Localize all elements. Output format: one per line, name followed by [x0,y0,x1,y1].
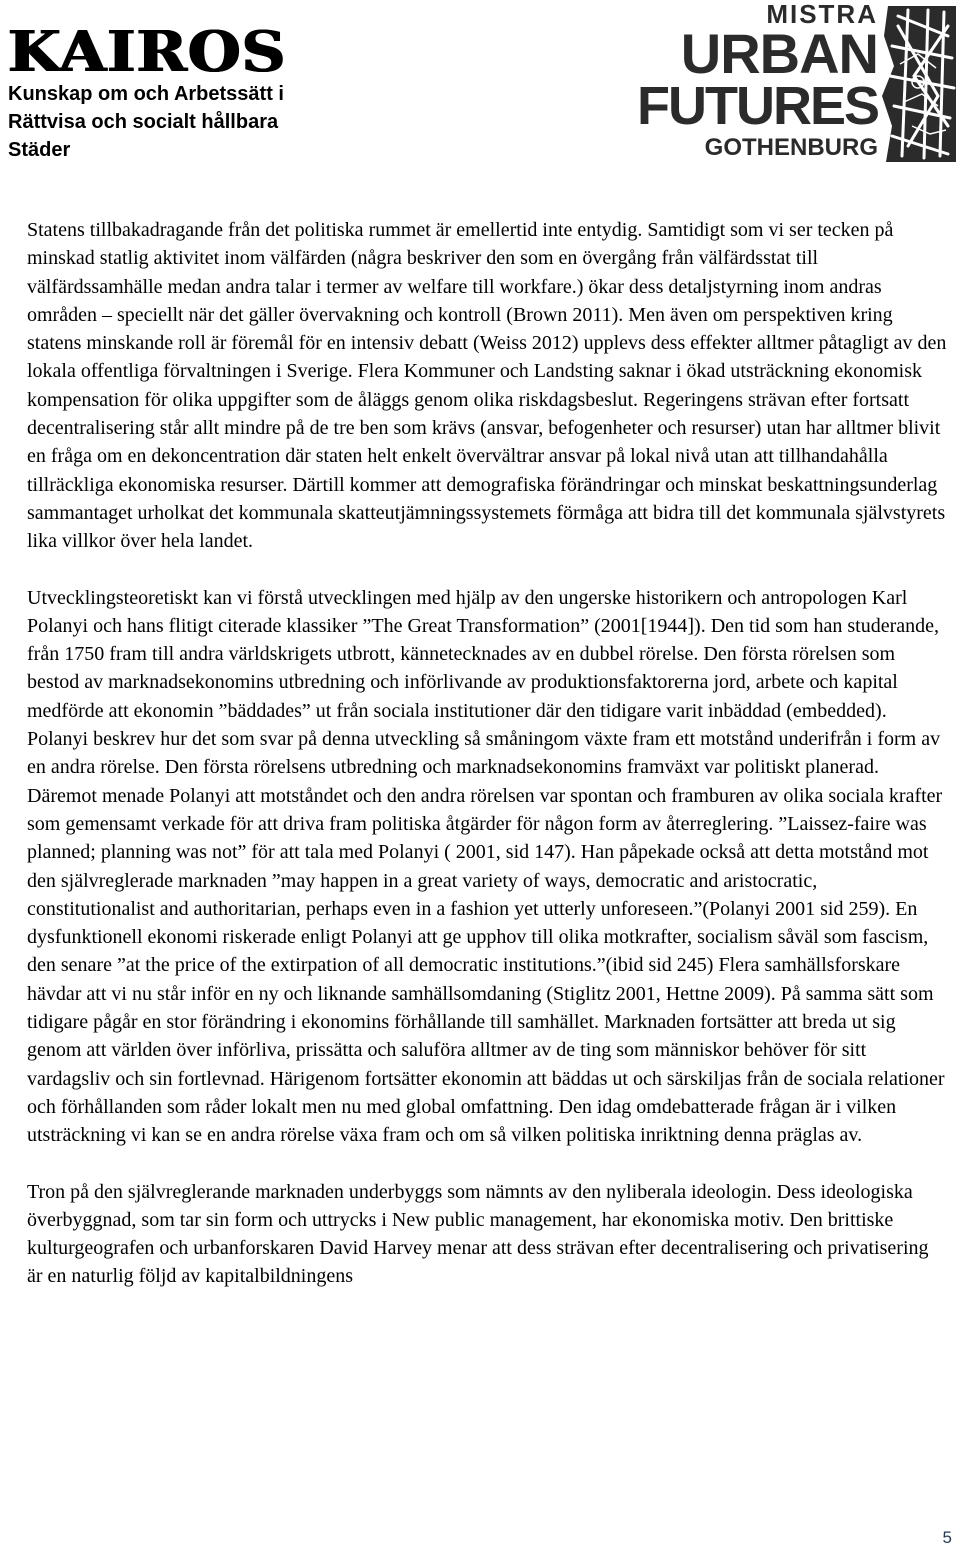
paragraph-2: Utvecklingsteoretiskt kan vi förstå utvecklingen med hjälp av den ungerske historikern och antropologen Karl Polanyi och hans flitigt citerade klassiker ”The Great Transformation” (2001[1944]). Den tid som han studerande, från 1750 fram till andra världskrigets utbrott, kännetecknades av en dubbel rörelse. Den första rörelsen som bestod av marknadsekonomins utbredning och införlivande av produktionsfaktorerna jord, arbete och kapital medförde att ekonomin ”bäddades” ut från sociala institutioner där den tidigare varit inbäddad (embedded). Polanyi beskrev hur det som svar på denna utveckling så småningom växte fram ett motstånd underifrån i form av en andra rörelse. Den första rörelsens utbredning och marknadsekonomins framväxt var politiskt planerad. Däremot menade Polanyi att motståndet och den andra rörelsen var spontan och framburen av olika sociala krafter som gemensamt verkade för att driva fram politiska åtgärder för någon form av återreglering. ”Laissez-faire was planned; planning was not” för att tala med Polanyi ( 2001, sid 147). Han påpekade också att detta motstånd mot den självreglerade marknaden ”may happen in a great variety of ways, democratic and aristocratic, constitutionalist and authoritarian, perhaps even in a fashion yet utterly unforeseen.”(Polanyi 2001 sid 259). En dysfunktionell ekonomi riskerade enligt Polanyi att ge upphov till olika motkrafter, socialism såväl som fascism, den senare ”at the price of the extirpation of all democratic institutions.”(ibid sid 245) Flera samhällsforskare hävdar att vi nu står inför en ny och liknande samhällsomdaning (Stiglitz 2001, Hettne 2009). På samma sätt som tidigare pågår en stor förändring i ekonomins förhållande till samhället. Marknaden fortsätter att breda ut sig genom att världen över införliva, prissätta och saluföra alltmer av de ting som människor behöver för sitt vardagsliv och sin fortlevnad. Härigenom fortsätter ekonomin att bäddas ut och särskiljas från de sociala relationer och förhållanden som råder lokalt men nu med global omfattning. Den idag omdebatterade frågan är i vilken utsträckning vi kan se en andra rörelse växa fram och om så vilken politiska inriktning denna präglas av. [27,586,945,1147]
mistra-logo-line-2: URBAN [680,22,878,85]
mistra-urban-futures-logo [628,0,958,168]
kairos-tagline-line-3: Städer [8,139,71,161]
kairos-logo: KAIROS [8,19,287,85]
mistra-logo-line-1: MISTRA [766,0,878,29]
kairos-tagline-line-2: Rättvisa och socialt hållbara [8,111,279,133]
document-body [27,216,947,1319]
city-map-emblem-icon [878,6,956,162]
kairos-tagline [8,80,368,164]
paragraph-1: Statens tillbakadragande från det politiska rummet är emellertid inte entydig. Samtidigt som vi ser tecken på minskad statlig aktivitet inom välfärden (några beskriver den som en övergång från välfärdsstat till välfärdssamhälle medan andra talar i termer av welfare till workfare.) ökar dess detaljstyrning inom andras områden – speciellt när det gäller övervakning och kontroll (Brown 2011). Men även om perspektiven kring statens minskande roll är föremål för en intensiv debatt (Weiss 2012) upplevs dess effekter alltmer påtagligt av den lokala offentliga förvaltningen i Sverige. Flera Kommuner och Landsting saknar i ökad utsträckning ekonomisk kompensation för olika uppgifter som de åläggs genom olika riskdagsbeslut. Regeringens strävan efter fortsatt decentralisering står allt mindre på de tre ben som krävs (ansvar, befogenheter och resurser) utan har alltmer blivit en fråga om en dekoncentration där staten helt enkelt övervältrar ansvar på lokal nivå utan att tillhandahålla tillräckliga ekonomiska resurser. Därtill kommer att demografiska förändringar och minskat beskattningsunderlag sammantaget urholkat det kommunala skatteutjämningssystemets förmåga att bidra till det kommunala självstyrets lika villkor över hela landet. [27,219,947,553]
page-number: 5 [942,1528,952,1547]
kairos-header [8,19,368,164]
paragraph-3: Tron på den självreglerande marknaden underbyggs som nämnts av den nyliberala ideologin. Dess ideologiska överbyggnad, som tar sin form och uttrycks i New public management, har ekonomiska motiv. Den brittiske kulturgeografen och urbanforskaren David Harvey menar att dess strävan efter decentralisering och privatisering är en naturlig följd av kapitalbildningens [27,1180,929,1288]
kairos-tagline-line-1: Kunskap om och Arbetssätt i [8,83,284,105]
mistra-logo-line-4: GOTHENBURG [704,134,878,161]
mistra-logo-line-3: FUTURES [637,76,878,136]
